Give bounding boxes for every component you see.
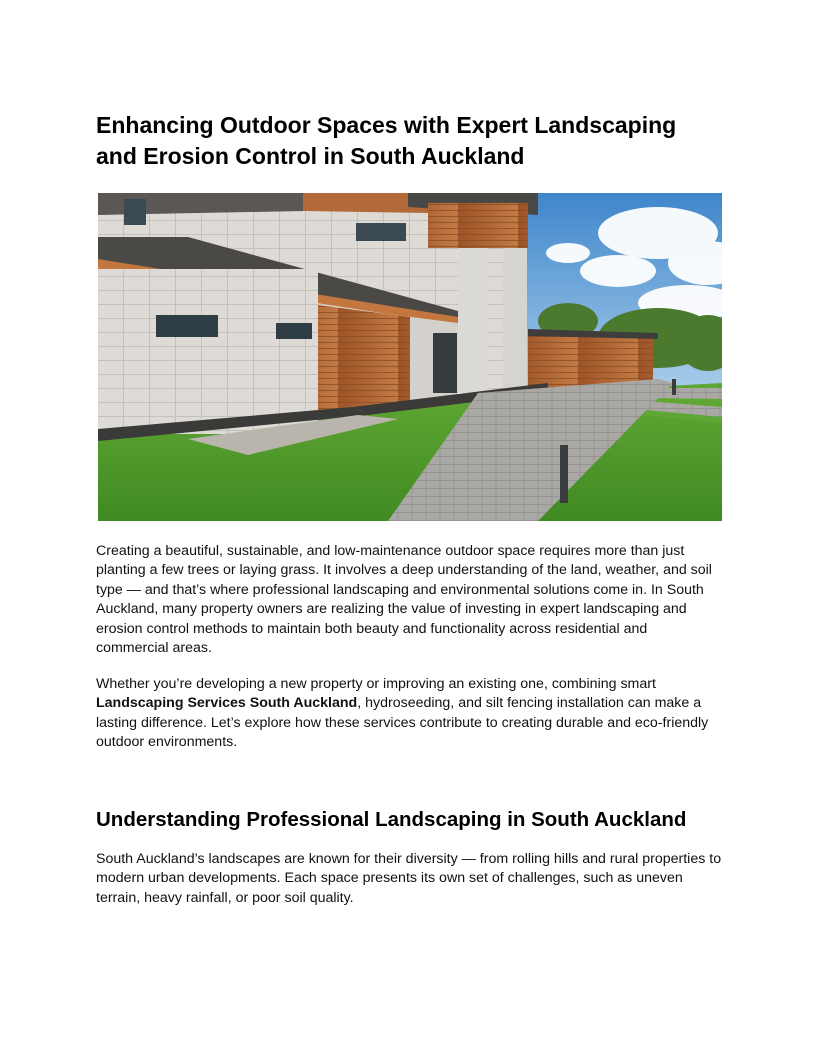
section-heading: Understanding Professional Landscaping in South Auckland — [96, 808, 687, 831]
landscapes-paragraph: South Auckland’s landscapes are known for their diversity — from rolling hills and rural properties to modern urban developments. Each space presents its own set of challenges, such as uneven terrain, heavy rainfall, or poor soil quality. — [96, 851, 722, 906]
intro-paragraph: Creating a beautiful, sustainable, and low-maintenance outdoor space requires more than just planting a few trees or laying grass. It involves a deep understanding of the land, weather, and soil type — and that’s where professional landscaping and environmental solutions come in. In South Auckland, many property owners are realizing the value of investing in expert landscaping and erosion control methods to maintain both beauty and functionality across residential and commercial areas. — [96, 543, 712, 657]
hero-photo-modern-house — [98, 193, 722, 521]
services-keyword: Landscaping Services South Auckland — [96, 695, 358, 712]
services-paragraph-start: Whether you’re developing a new property or improving an existing one, combining smart — [96, 676, 656, 692]
services-paragraph — [96, 675, 722, 753]
services-paragraph-end: , hydroseeding, and silt fencing installation can make a lasting difference. Let’s explore how these services contribute to creating durable and eco-friendly outdoor environments. — [96, 695, 709, 751]
page-title: Enhancing Outdoor Spaces with Expert Landscaping and Erosion Control in South Auckland — [96, 112, 677, 169]
